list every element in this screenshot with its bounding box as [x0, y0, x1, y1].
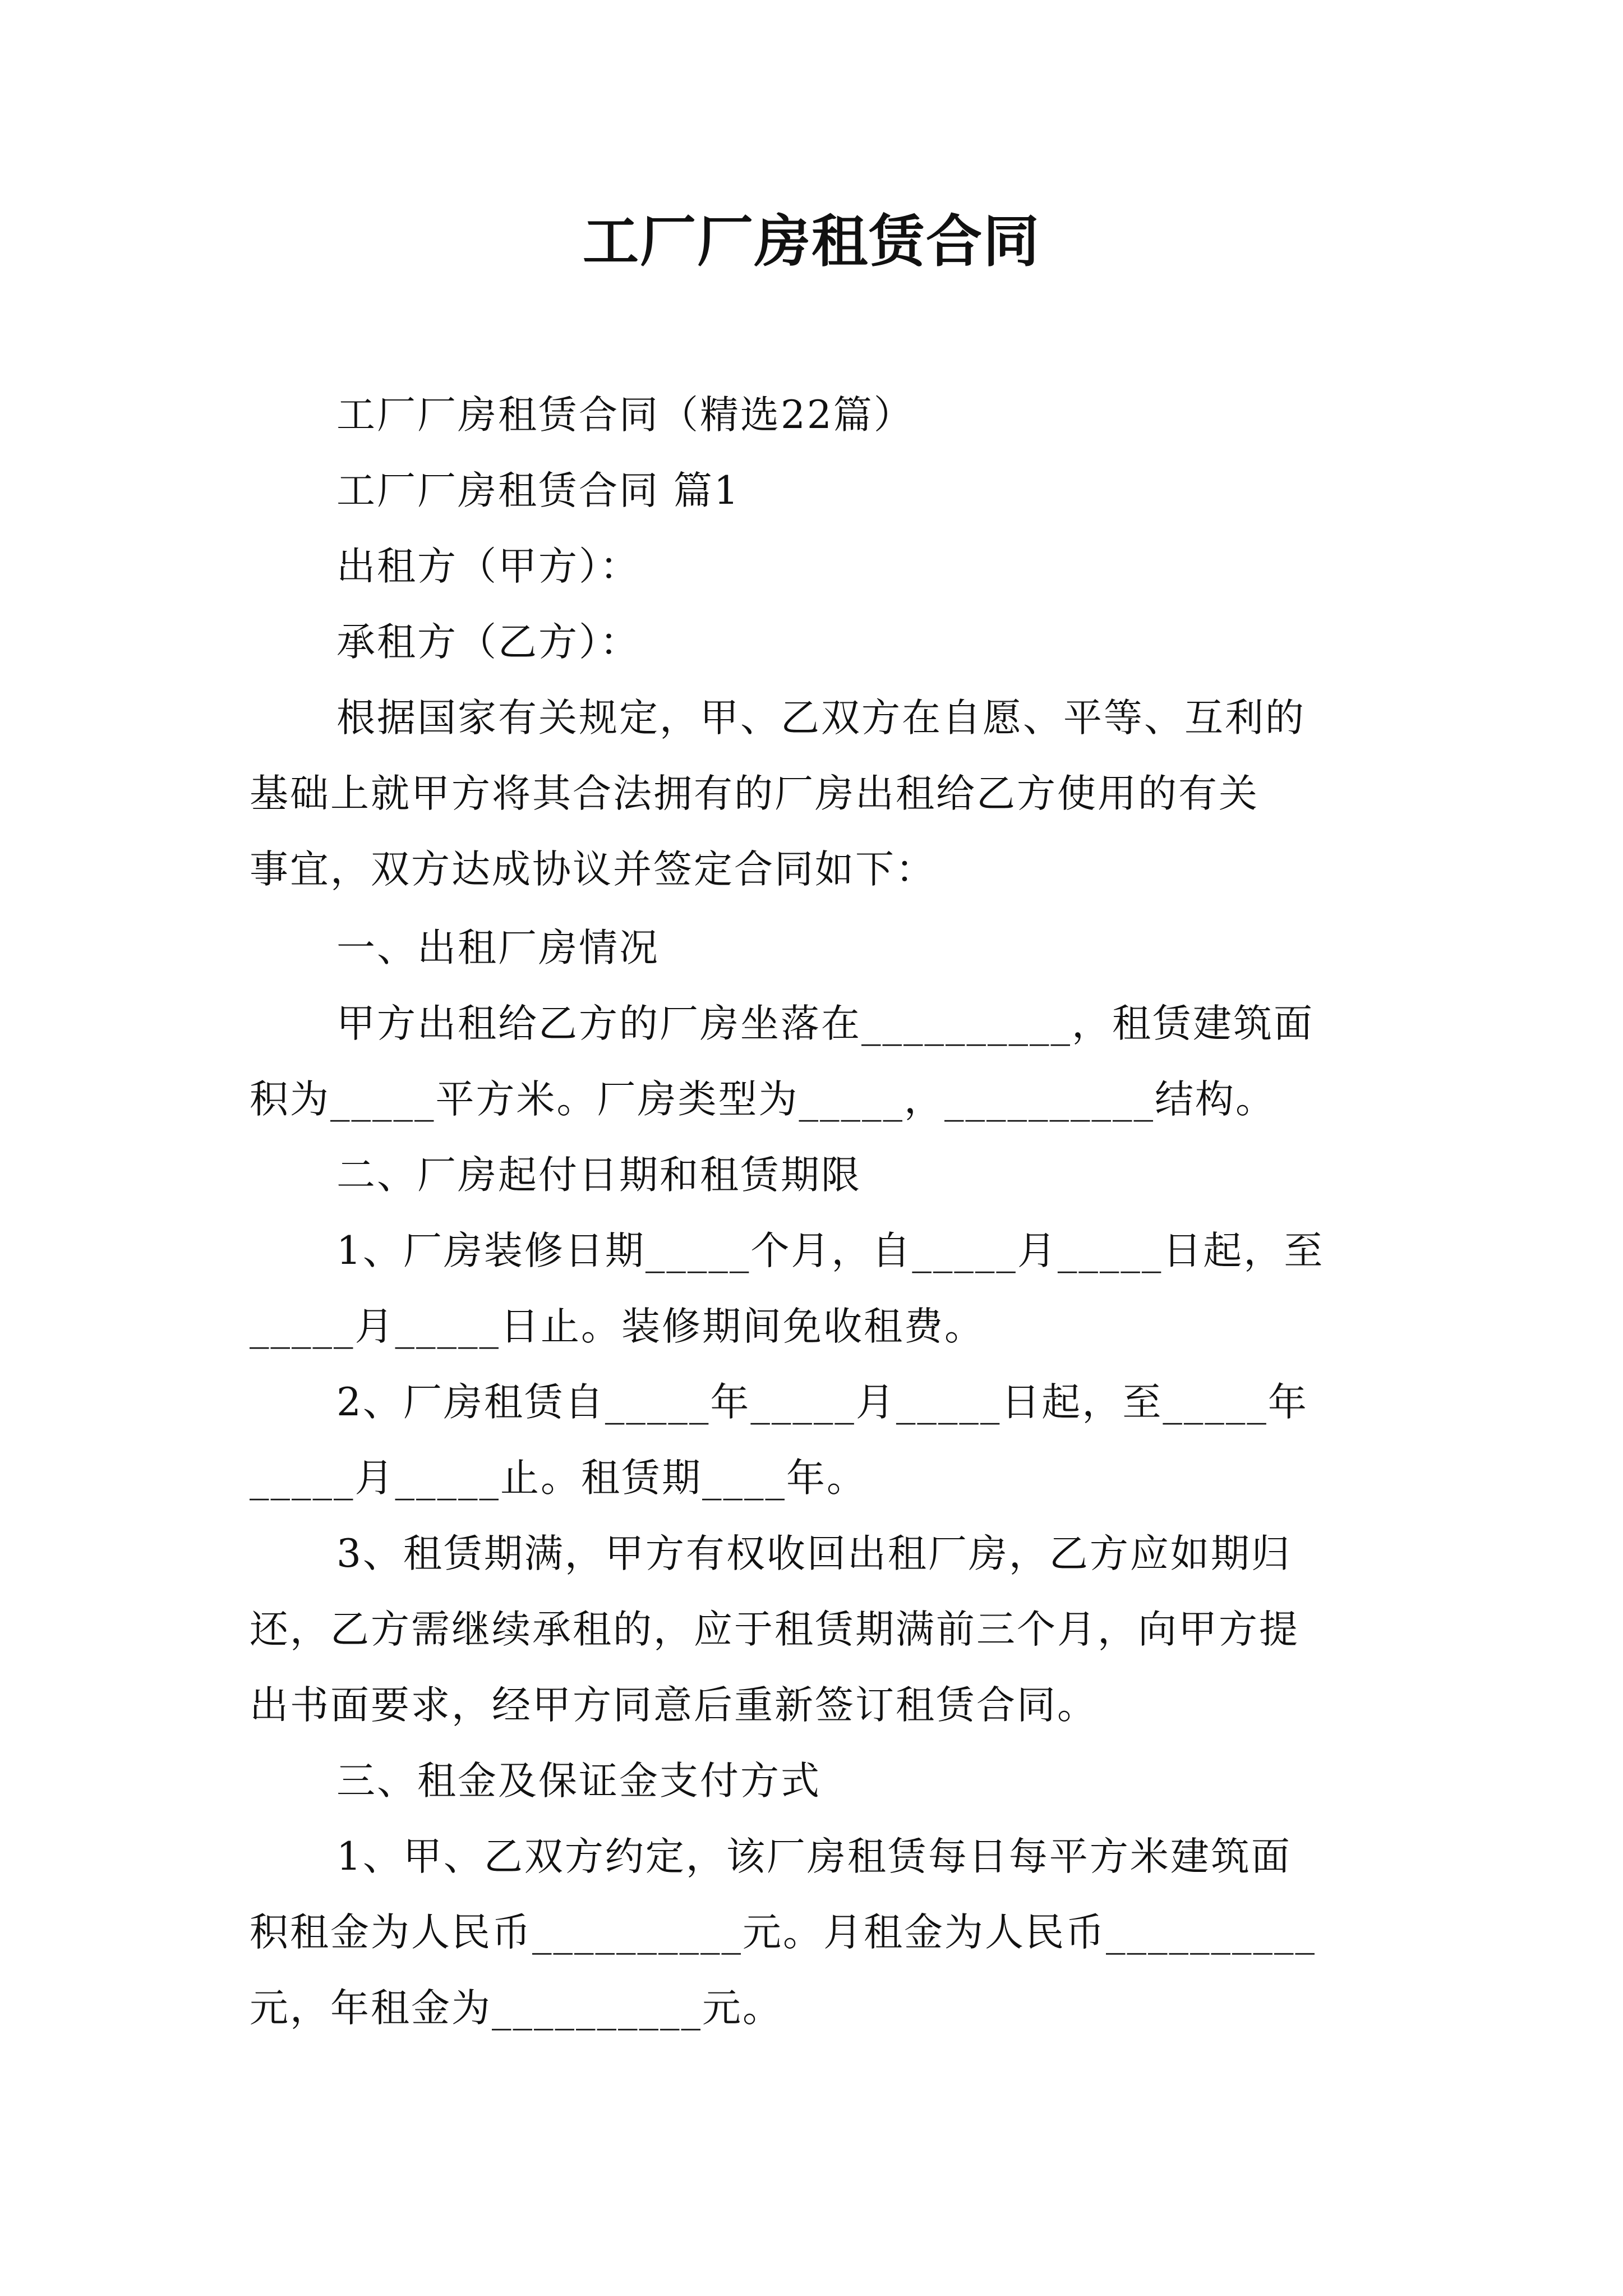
subtitle-line: 工厂厂房租赁合同（精选22篇） — [336, 393, 914, 438]
paragraph-line: 1、厂房装修日期_____个月，自_____月_____日起，至 — [336, 1228, 1325, 1273]
paragraph-line: 积租金为人民币__________元。月租金为人民币__________ — [250, 1910, 1316, 1955]
paragraph-line: _____月_____止。租赁期____年。 — [250, 1456, 867, 1501]
paragraph-line: 基础上就甲方将其合法拥有的厂房出租给乙方使用的有关 — [250, 771, 1259, 816]
paragraph-line: 3、租赁期满，甲方有权收回出租厂房，乙方应如期归 — [336, 1531, 1292, 1576]
section-heading: 一、出租厂房情况 — [336, 926, 660, 970]
paragraph-line: 甲方出租给乙方的厂房坐落在__________，租赁建筑面 — [336, 1001, 1314, 1046]
paragraph-line: 还，乙方需继续承租的，应于租赁期满前三个月，向甲方提 — [250, 1607, 1299, 1652]
party-a-line: 出租方（甲方）： — [336, 544, 640, 589]
paragraph-line: 根据国家有关规定，甲、乙双方在自愿、平等、互利的 — [336, 696, 1306, 740]
paragraph-line: _____月_____日止。装修期间免收租费。 — [250, 1304, 985, 1349]
paragraph-line: 2、厂房租赁自_____年_____月_____日起，至_____年 — [336, 1380, 1308, 1425]
paragraph-line: 积为_____平方米。厂房类型为_____，__________结构。 — [250, 1077, 1276, 1122]
section-heading: 二、厂房起付日期和租赁期限 — [336, 1153, 861, 1198]
paragraph-line: 元，年租金为__________元。 — [250, 1986, 783, 2031]
section-heading: 工厂厂房租赁合同 篇1 — [336, 468, 740, 513]
paragraph-line: 1、甲、乙双方约定，该厂房租赁每日每平方米建筑面 — [336, 1834, 1292, 1879]
party-b-line: 承租方（乙方）： — [336, 620, 640, 665]
document-title: 工厂厂房租赁合同 — [583, 208, 1040, 274]
section-heading: 三、租金及保证金支付方式 — [336, 1759, 821, 1803]
paragraph-line: 出书面要求，经甲方同意后重新签订租赁合同。 — [250, 1683, 1098, 1728]
paragraph-line: 事宜，双方达成协议并签定合同如下： — [250, 847, 936, 892]
